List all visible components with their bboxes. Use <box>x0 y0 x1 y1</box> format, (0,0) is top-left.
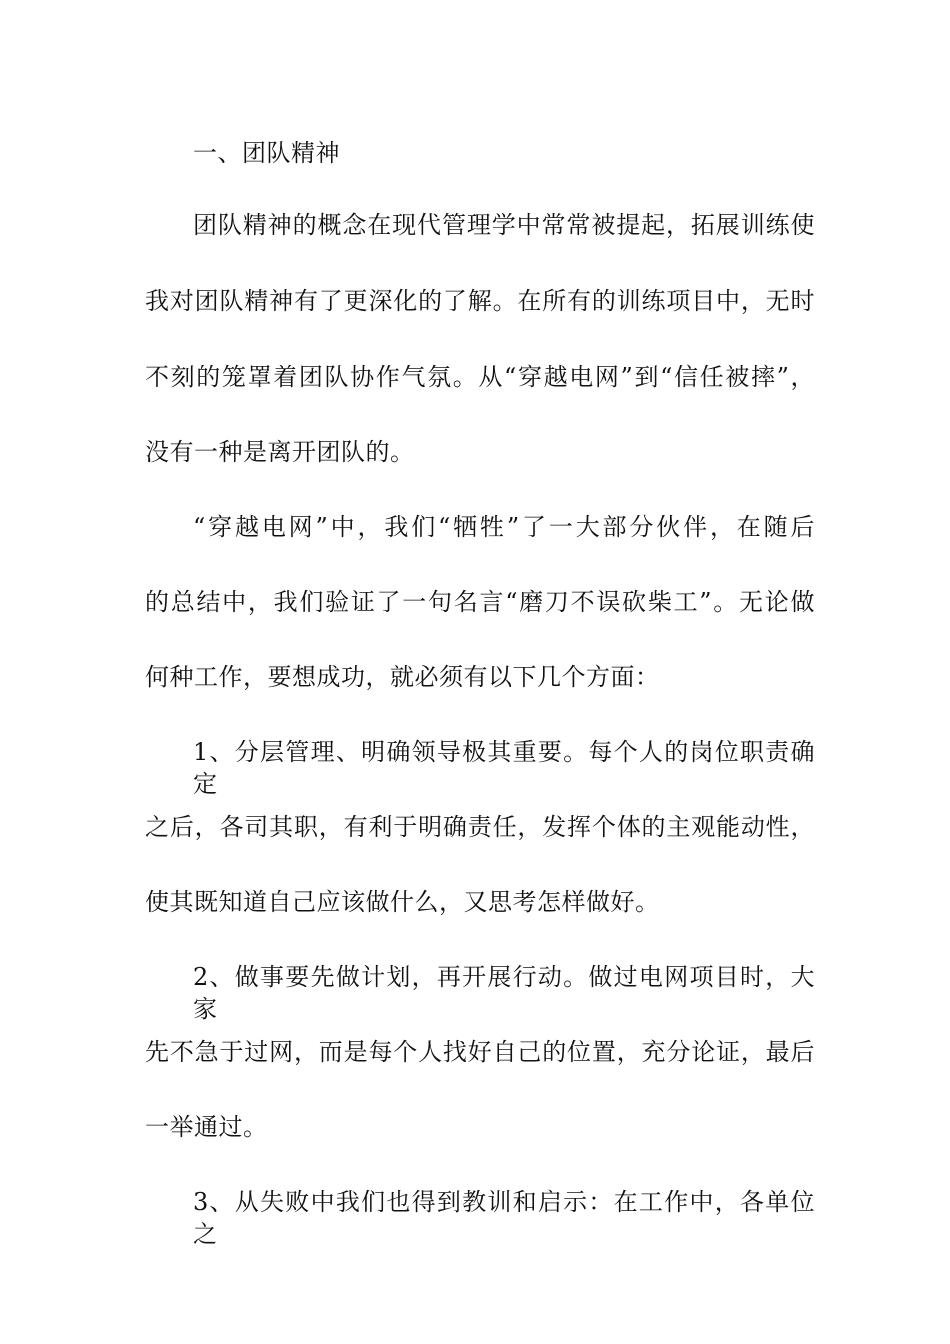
list-item-line: 使其既知道自己应该做什么，又思考怎样做好。 <box>145 888 660 916</box>
paragraph-line: 的总结中，我们验证了一句名言“磨刀不误砍柴工”。无论做 <box>145 588 815 616</box>
paragraph-line: 我对团队精神有了更深化的了解。在所有的训练项目中，无时 <box>145 287 815 315</box>
paragraph-line: 不刻的笼罩着团队协作气氛。从“穿越电网”到“信任被摔”， <box>145 363 815 391</box>
section-heading: 一、团队精神 <box>193 139 340 167</box>
list-item-line: 1、分层管理、明确领导极其重要。每个人的岗位职责确定 <box>193 738 815 798</box>
list-item-line: 一举通过。 <box>145 1113 268 1141</box>
list-item-line: 先不急于过网，而是每个人找好自己的位置，充分论证，最后 <box>145 1038 815 1066</box>
paragraph-line: 何种工作，要想成功，就必须有以下几个方面： <box>145 663 660 691</box>
paragraph-line: “穿越电网”中，我们“牺牲”了一大部分伙伴，在随后 <box>193 513 815 541</box>
paragraph-line: 没有一种是离开团队的。 <box>145 438 415 466</box>
list-item-line: 3、从失败中我们也得到教训和启示：在工作中，各单位之 <box>193 1188 815 1248</box>
paragraph-line: 团队精神的概念在现代管理学中常常被提起，拓展训练使 <box>193 211 815 239</box>
list-item-line: 之后，各司其职，有利于明确责任，发挥个体的主观能动性， <box>145 813 815 841</box>
list-item-line: 2、做事要先做计划，再开展行动。做过电网项目时，大家 <box>193 963 815 1023</box>
